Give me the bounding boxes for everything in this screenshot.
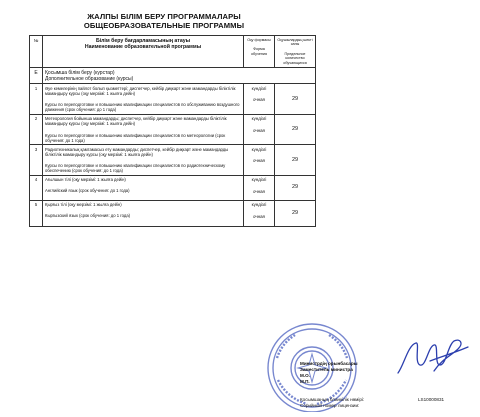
signature-icon: [394, 335, 472, 379]
row-name-ru: Кыргызский язык (срок обучения: до 1 года): [45, 213, 131, 219]
header-count-ru: Предельное количество обучающихся: [283, 51, 307, 65]
row-form: [244, 175, 275, 200]
row-count-value: 29: [291, 126, 299, 133]
header-form-kz: Оқу формасы: [247, 37, 271, 42]
title-ru: ОБЩЕОБРАЗОВАТЕЛЬНЫЕ ПРОГРАММЫ: [83, 21, 245, 30]
table-row: [30, 200, 316, 226]
row-form-kz: күндізгі: [251, 85, 267, 91]
serial-label-ru: Серийный номер лицензии:: [300, 402, 360, 408]
row-count-value: 29: [291, 184, 299, 191]
signature-line-ru: Заместитель министра: [300, 367, 353, 373]
row-num: 4: [30, 175, 43, 200]
section-name-kz: Қосымша білім беру (курстар): [45, 69, 115, 76]
signature-line-kz: Министрдің орынбасары: [300, 361, 358, 366]
row-name: [43, 145, 244, 176]
row-num: 2: [30, 114, 43, 145]
table-row: [30, 175, 316, 200]
section-name: [43, 68, 316, 84]
table-row: [30, 84, 316, 115]
row-form-ru: очная: [253, 188, 265, 194]
seal-mark-kz: М.О.: [300, 373, 310, 379]
table-header-row: [30, 36, 316, 68]
section-code: Е: [30, 68, 43, 84]
row-num: 3: [30, 145, 43, 176]
row-name-kz: Әуе кемелерінің пайлот болып қызметтері; диспетчер, кейбір диқкарт және мамандарды біліктілік мамандыру курсы (оқу мерзімі: 1 жылға дейін): [45, 85, 236, 96]
row-name: [43, 175, 244, 200]
row-name-ru: Курсы по переподготовке и повышению квалификации специалистов по обслуживанию воздушного движения (срок обучения: до 1 года): [45, 102, 240, 113]
row-count-value: 29: [291, 209, 299, 216]
row-num: 1: [30, 84, 43, 115]
header-form-ru: Форма обучения: [251, 47, 267, 56]
row-form: [244, 114, 275, 145]
section-name-ru: Дополнительное образование (курсы): [45, 75, 134, 82]
row-form-kz: күндізгі: [251, 202, 267, 208]
row-name: [43, 84, 244, 115]
header-num: №: [30, 36, 43, 68]
row-form: [244, 200, 275, 226]
row-form-ru: очная: [253, 127, 265, 133]
row-num: 5: [30, 200, 43, 226]
serial-number: LS10000831: [418, 397, 445, 402]
section-row: [30, 68, 316, 84]
title-kz: ЖАЛПЫ БІЛІМ БЕРУ ПРОГРАММАЛАРЫ: [87, 12, 241, 21]
row-form-kz: күндізгі: [251, 116, 267, 122]
row-form-kz: күндізгі: [251, 177, 267, 183]
serial-label-kz: Қосымшаның бланкілік нөмірі:: [300, 397, 365, 402]
row-count: [275, 175, 316, 200]
row-form-kz: күндізгі: [251, 146, 267, 152]
row-count: [275, 145, 316, 176]
seal-mark-ru: М.П.: [300, 379, 310, 385]
row-name: [43, 114, 244, 145]
row-count: [275, 114, 316, 145]
row-form-ru: очная: [253, 158, 265, 164]
header-count-kz: Оқушылардың шекті саны: [277, 37, 313, 47]
header-name-kz: Білім беру бағдарламасының атауы: [95, 37, 191, 44]
signature-block: [300, 361, 358, 385]
row-name-kz: Радиотехникалық қамтамасыз ету мамандарды; диспетчер, кейбір диқкарт және мамандарды біліктілік мамандыру курсы (оқу мерзімі: 1 жылға дейін): [45, 146, 229, 157]
row-count-value: 29: [291, 95, 299, 102]
serial-labels: [300, 397, 364, 409]
table-row: [30, 145, 316, 176]
row-count: [275, 200, 316, 226]
row-count-value: 29: [291, 156, 299, 163]
row-name-kz: Метеорология бойынша мамандарды; диспетчер, кейбір диқкарт және мамандарды біліктілік мамандыру курсы (оқу мерзімі: 1 жылға дейін): [45, 116, 227, 127]
header-form: [244, 36, 275, 68]
row-form: [244, 145, 275, 176]
row-name-ru: Курсы по переподготовке и повышению квалификации специалистов по радиотехническому обеспечению (срок обучения: до 1 года): [45, 163, 226, 174]
row-form-ru: очная: [253, 213, 265, 219]
header-name: [43, 36, 244, 68]
row-name-kz: Ағылшын тілі (оқу мерзімі: 1 жылға дейін): [45, 177, 126, 183]
header-count: [275, 36, 316, 68]
row-form-ru: очная: [253, 97, 265, 103]
row-name: [43, 200, 244, 226]
row-name-ru: Английский язык (срок обучения: до 1 года): [45, 188, 130, 194]
row-count: [275, 84, 316, 115]
programs-table: [29, 35, 316, 227]
header-name-ru: Наименование образовательной программы: [84, 44, 202, 50]
row-form: [244, 84, 275, 115]
table-row: [30, 114, 316, 145]
row-name-kz: Қырғыз тілі (оқу мерзімі: 1 жылға дейін): [45, 202, 122, 208]
row-name-ru: Курсы по переподготовке и повышению квалификации специалистов по метеорологии (срок обучения: до 1 года): [45, 132, 226, 143]
